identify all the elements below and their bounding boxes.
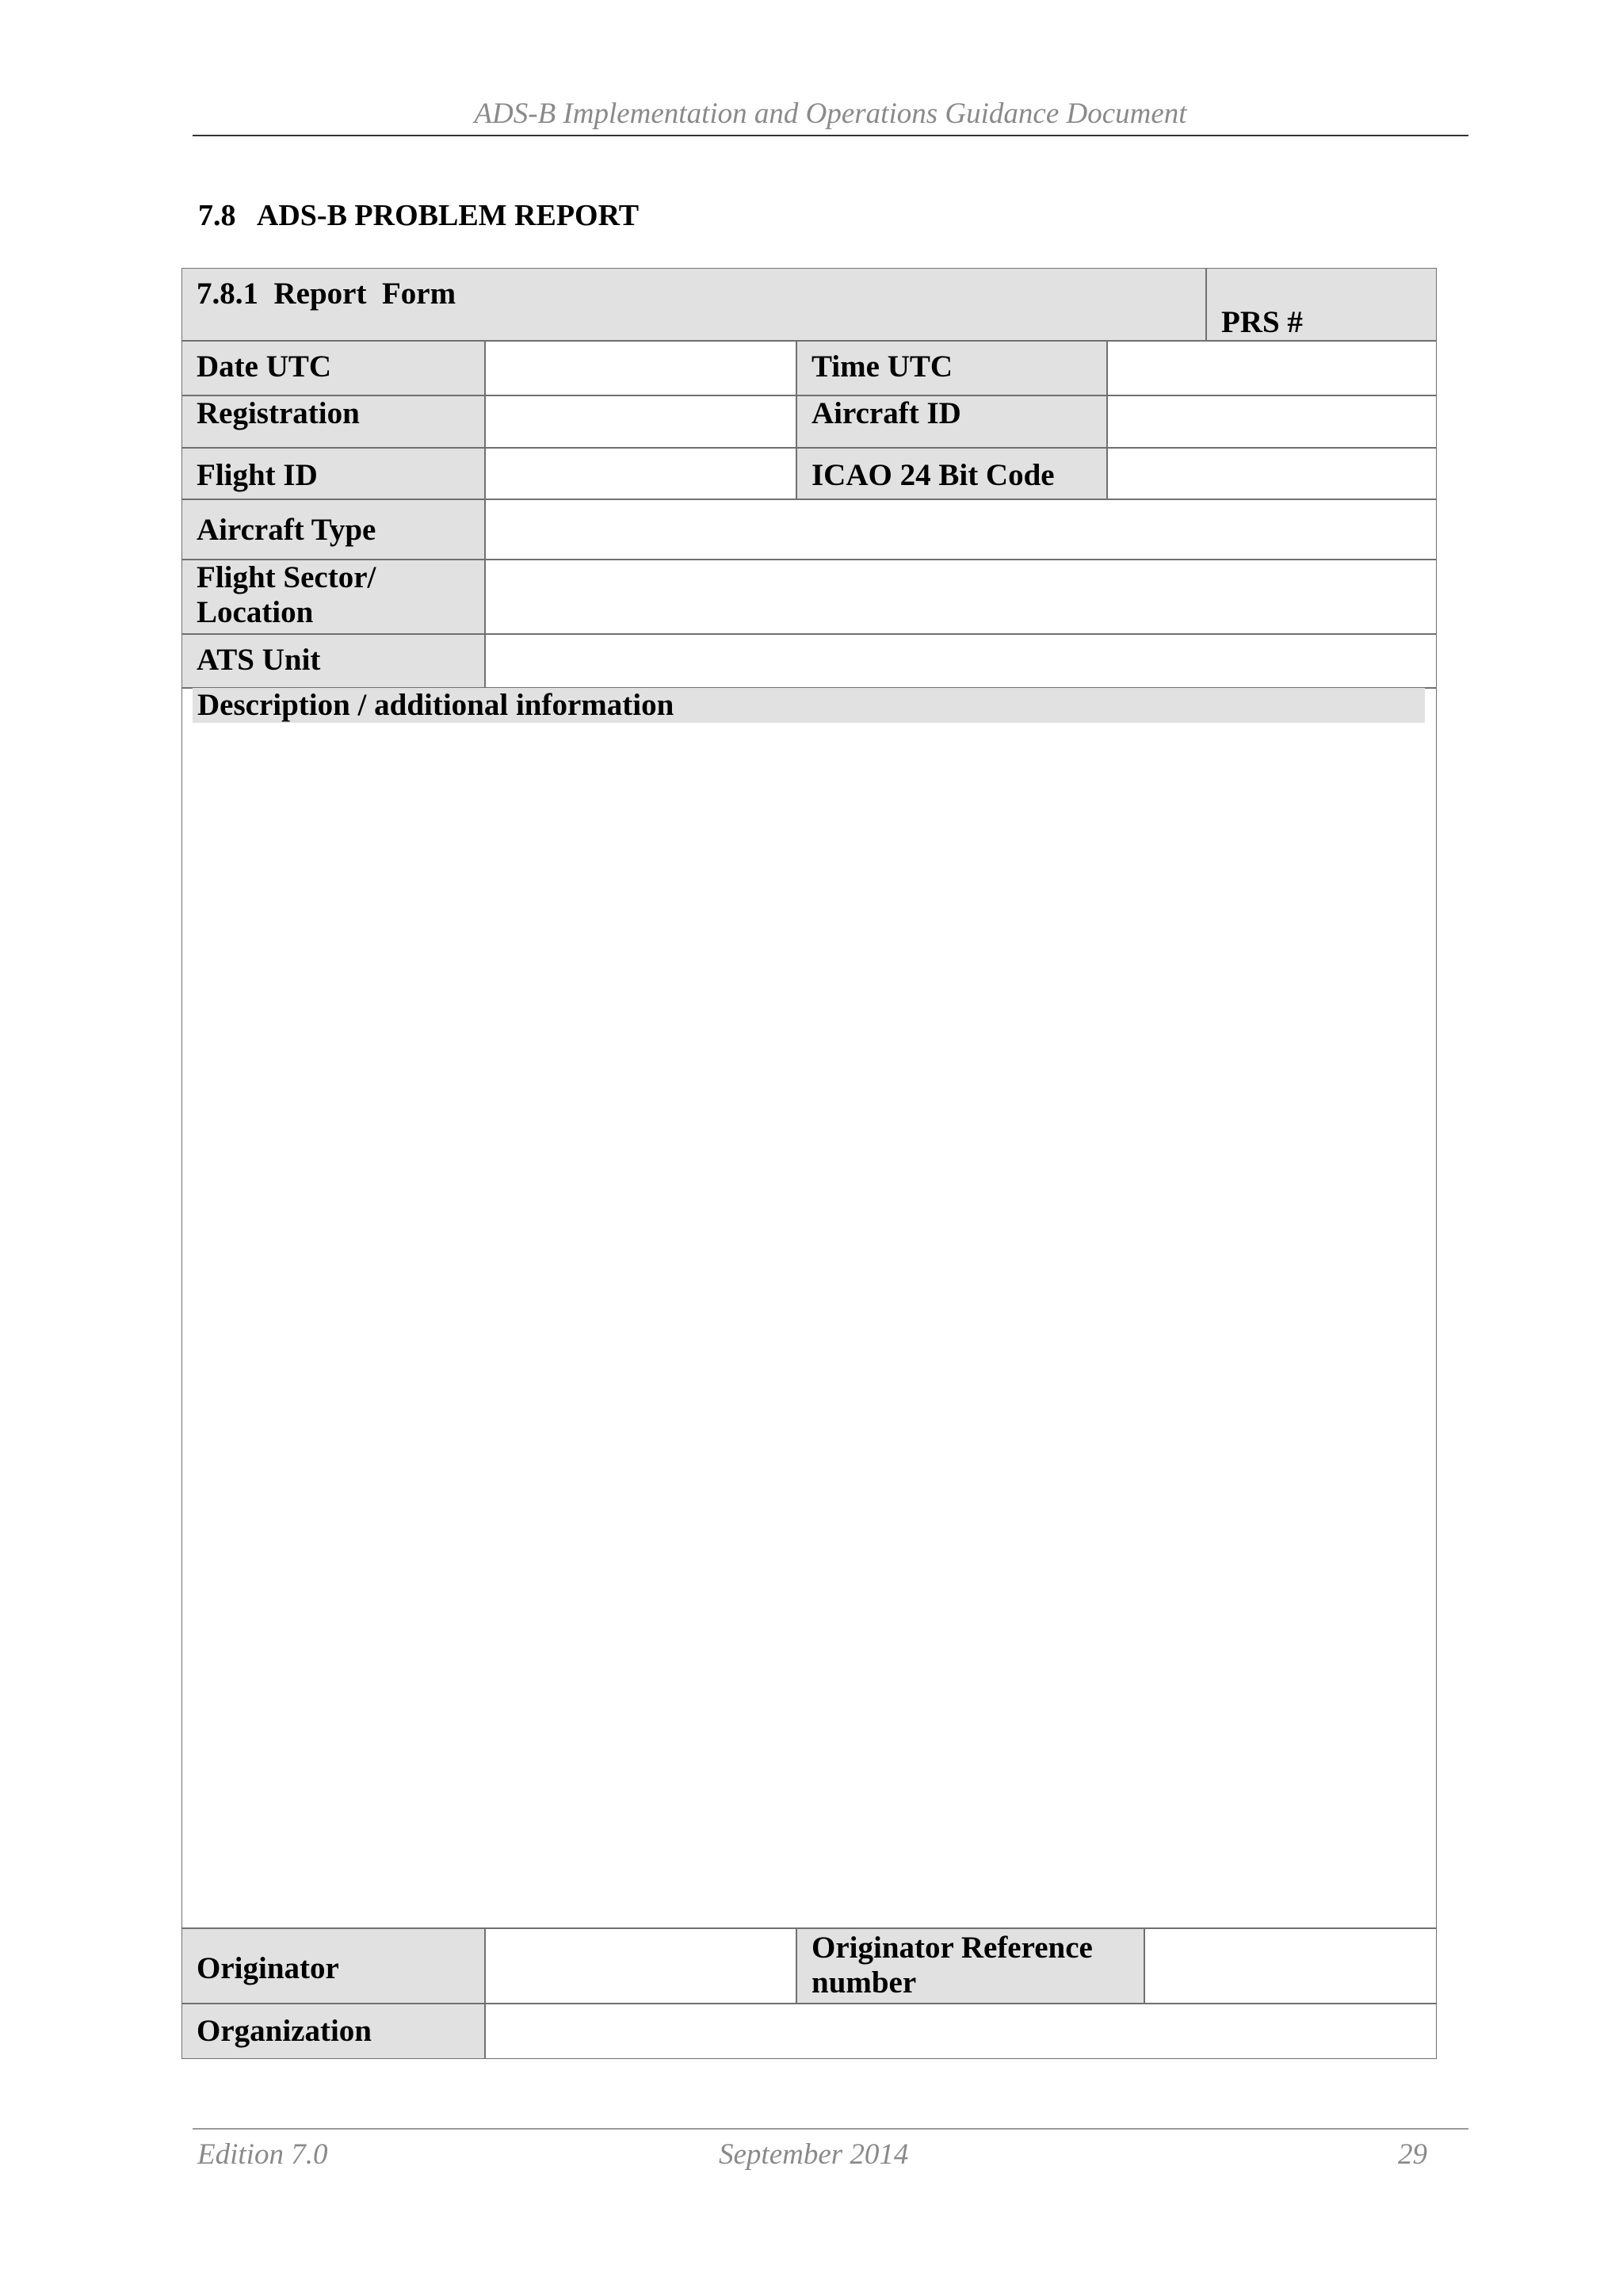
section-number: 7.8	[198, 199, 236, 232]
ats-unit-field[interactable]	[485, 634, 1437, 688]
registration-label-cell	[181, 395, 485, 448]
icao-code-field[interactable]	[1107, 448, 1437, 499]
registration-field[interactable]	[485, 395, 796, 448]
aircraft-id-label-cell	[796, 395, 1107, 448]
footer-edition: Edition 7.0	[197, 2138, 328, 2171]
description-header	[193, 688, 1425, 723]
flight-sector-field[interactable]	[485, 560, 1437, 634]
flight-sector-label-line2: Location	[197, 595, 314, 629]
aircraft-type-label: Aircraft Type	[197, 513, 376, 547]
flight-id-field[interactable]	[485, 448, 796, 499]
icao-code-label: ICAO 24 Bit Code	[812, 458, 1055, 492]
flight-sector-label-cell	[181, 560, 485, 634]
section-title: ADS-B PROBLEM REPORT	[256, 199, 640, 232]
date-utc-field[interactable]	[485, 341, 796, 395]
flight-id-label: Flight ID	[197, 458, 318, 492]
prs-number-cell	[1206, 268, 1437, 341]
running-header	[193, 94, 1468, 136]
footer-page-number: 29	[1398, 2138, 1427, 2171]
originator-ref-label-cell	[796, 1928, 1144, 2004]
time-utc-label: Time UTC	[812, 350, 953, 384]
organization-field[interactable]	[485, 2004, 1437, 2059]
flight-id-label-cell	[181, 448, 485, 499]
prs-number-label: PRS #	[1221, 305, 1303, 339]
date-utc-label-cell	[181, 341, 485, 395]
ats-unit-label-cell	[181, 634, 485, 688]
originator-label-cell	[181, 1928, 485, 2004]
icao-code-label-cell	[796, 448, 1107, 499]
problem-report-form	[181, 268, 1437, 2059]
organization-label-cell	[181, 2004, 485, 2059]
registration-label: Registration	[197, 396, 360, 430]
originator-ref-label-line2: number	[812, 1966, 917, 2000]
date-utc-label: Date UTC	[197, 350, 332, 384]
originator-label: Originator	[197, 1951, 339, 1985]
aircraft-id-label: Aircraft ID	[812, 396, 961, 430]
document-title: ADS-B Implementation and Operations Guidance Document	[474, 97, 1187, 130]
description-field[interactable]	[181, 688, 1437, 1928]
ats-unit-label: ATS Unit	[197, 643, 321, 677]
running-footer	[193, 2128, 1468, 2171]
description-label: Description / additional information	[197, 688, 674, 722]
form-title: 7.8.1 Report Form	[197, 277, 456, 311]
time-utc-field[interactable]	[1107, 341, 1437, 395]
aircraft-type-field[interactable]	[485, 499, 1437, 560]
originator-ref-field[interactable]	[1144, 1928, 1437, 2004]
form-title-cell	[181, 268, 1206, 341]
originator-field[interactable]	[485, 1928, 796, 2004]
originator-ref-label-line1: Originator Reference	[812, 1931, 1093, 1965]
footer-date: September 2014	[719, 2138, 909, 2171]
time-utc-label-cell	[796, 341, 1107, 395]
section-heading	[198, 198, 639, 233]
organization-label: Organization	[197, 2014, 372, 2048]
aircraft-type-label-cell	[181, 499, 485, 560]
aircraft-id-field[interactable]	[1107, 395, 1437, 448]
flight-sector-label-line1: Flight Sector/	[197, 560, 376, 594]
